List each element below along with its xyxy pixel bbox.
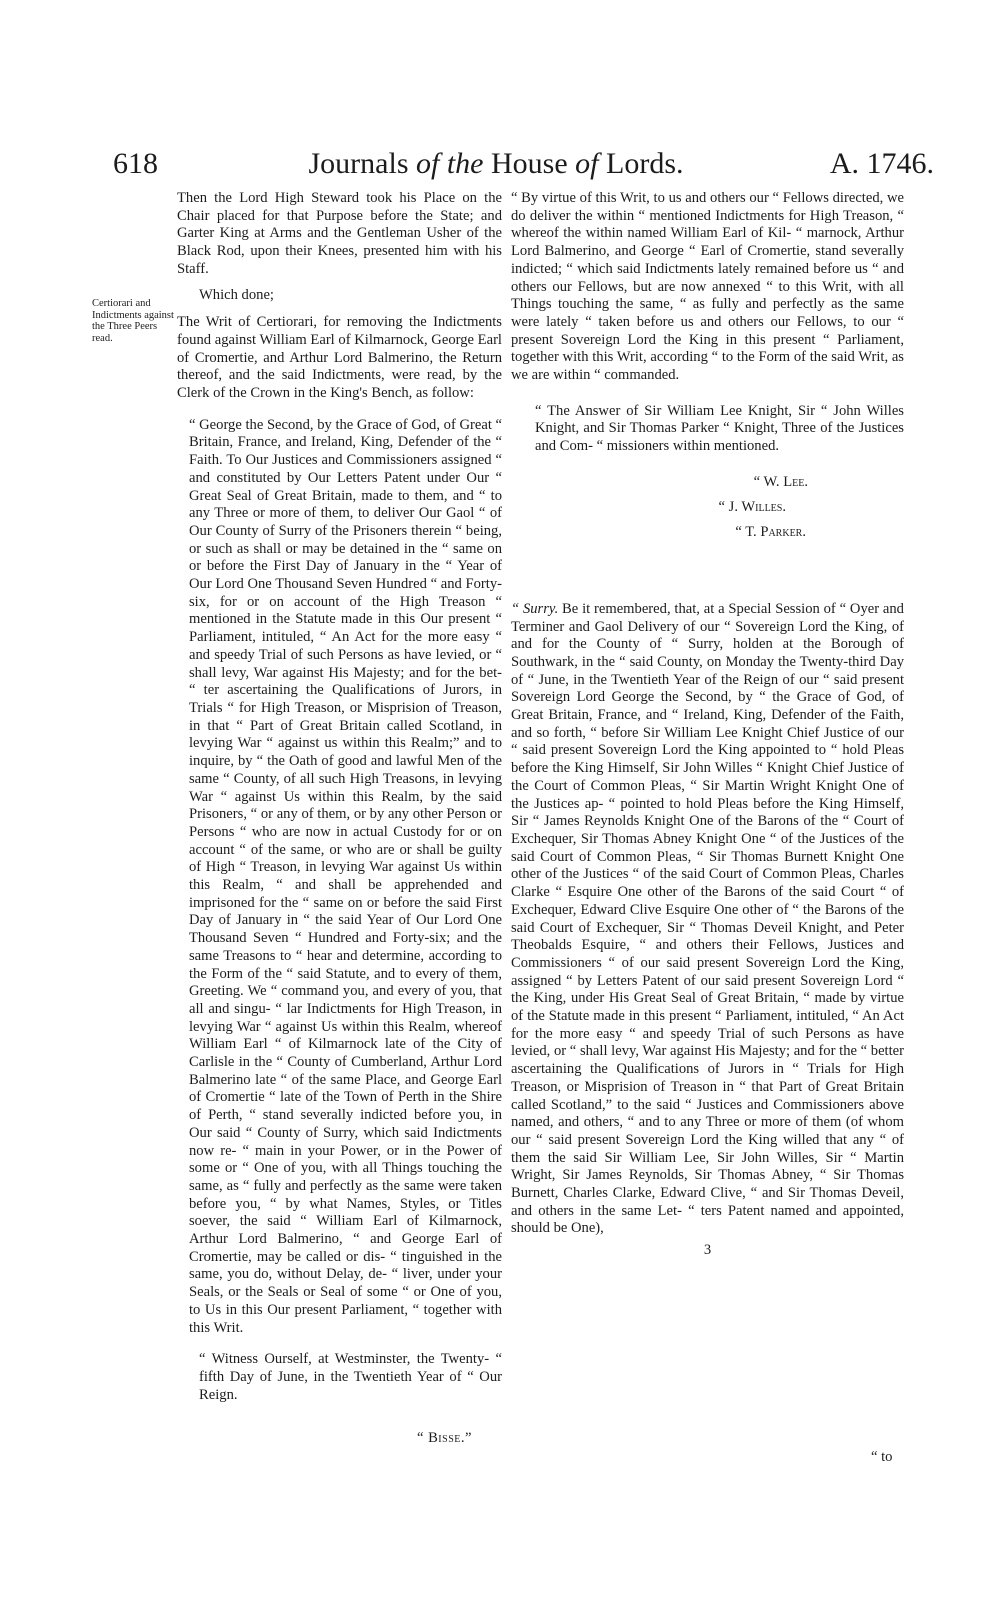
return-paragraph: “ By virtue of this Writ, to us and others our “ Fellows directed, we do deliver the within “ mentioned Indictments for High Treason, “ whereof the within named William Earl of Kil- “ marnock, Arthur Lord Balmerino, and George “ Earl of Cromertie, stand severally indicted; “ which said Indictments lately remained before us “ and others our Fellows, but are now annexed “ to this Writ, with all Things touching the same, “ as fully and perfectly as the same were lately “ taken before us and others our Fellows, to our “ present Sovereign Lord the King in this present “ Parliament, together with this Writ, according “ to the Form of the said Writ, as we are within “ commanded.	[511, 190, 904, 384]
signature-block	[511, 470, 904, 545]
record-text: Be it remembered, that, at a Special Session of “ Oyer and Terminer and Gaol Delivery of our “ Sovereign Lord the King, of and for the County of “ Surry, holden at the Borough of Southwark, in the “ said County, on Monday the Twenty-third Day of “ June, in the Twentieth Year of the Reign of our “ said present Sovereign Lord George the Second, by “ the Grace of God, of Great Britain, France, and “ Ireland, King, Defender of the Faith, and so forth, “ before Sir William Lee Knight Chief Justice of our “ said present Sovereign Lord the King appointed to “ hold Pleas before the King Himself, Sir John Willes “ Knight Chief Justice of the Court of Common Pleas, “ Sir Martin Wright Knight One of the Justices ap- “ pointed to hold Pleas before the King Himself, Sir “ James Reynolds Knight One of the Barons of the “ Court of Exchequer, Sir Thomas Abney Knight One “ of the Justices of the said Court of Common Pleas, “ Sir Thomas Burnett Knight One other of the Justices “ of the said Court of Common Pleas, Charles Clarke “ Esquire One other of the Barons of the said Court “ of Exchequer, Edward Clive Esquire One other of “ the Barons of the said Court of Exchequer, Sir “ Thomas Deveil Knight, and Peter Theobalds Esquire, “ and others their Fellows, Justices and Commissioners “ of our said present Sovereign Lord the King, assigned “ by Letters Patent of our said present Sovereign Lord “ the King, under His Great Seal of Great Britain, “ made by virtue of the Statute made in this present “ Parliament, intituled, “ An Act for the more easy “ and speedy Trial of such Persons as have levied, or “ shall levy, War against His Majesty; and for the “ better ascertaining the Qualifications of Jurors in “ Trials for High Treason, or Misprision of Treason in “ that Part of Great Britain called Scotland,” to the said “ Justices and Commissioners above named, and others, “ and to any Three or more of them (of whom our “ said present Sovereign Lord the King willed that any “ of them the said Sir William Lee, Sir John Willes, Sir “ Martin Wright, Sir James Reynolds, Sir Thomas Abney, “ Sir Thomas Burnett, Charles Clarke, Edward Clive, “ and Sir Thomas Deveil, and others in the same Let- “ ters Patent named and appointed, should be One),	[511, 600, 904, 1237]
running-head-of: of	[567, 147, 606, 180]
record-county: “ Surry.	[511, 600, 559, 617]
running-head-journals: Journals	[308, 147, 409, 180]
bisse-signature: “ Bisse.”	[416, 1430, 472, 1447]
signature-lee: “ W. Lee.	[753, 473, 808, 490]
year-heading: A. 1746.	[829, 147, 934, 180]
which-done: Which done;	[199, 286, 274, 303]
opening-paragraph: Then the Lord High Steward took his Place on the Chair placed for that Purpose before the State; and Garter King at Arms and the Gentleman Usher of the Black Rod, upon their Knees, presented him with his Staff.	[177, 190, 502, 277]
record-paragraph	[511, 601, 904, 1238]
answer-paragraph: “ The Answer of Sir William Lee Knight, Sir “ John Willes Knight, and Sir Thomas Parker “ Knight, Three of the Justices and Com- “ missioners within mentioned.	[535, 402, 904, 455]
running-head-of-the: of the	[408, 147, 491, 180]
running-head-house: House	[491, 147, 568, 180]
catchword: “ to	[871, 1449, 893, 1465]
writ-body: “ George the Second, by the Grace of God, of Great “ Britain, France, and Ireland, King, Defender of the “ Faith. To Our Justices and Commissioners assigned “ and constituted by Our Letters Patent under Our “ Great Seal of Great Britain, made to them, and “ to any Three or more of them, to deliver Our Gaol “ of Our County of Surry of the Prisoners therein “ being, or such as shall or may be detained in the “ same on or before the First Day of January in the “ Year of Our Lord One Thousand Seven Hundred “ and Forty-six, for or on account of the High Treason “ mentioned in the Statute made in this Our present “ Parliament, intituled, “ An Act for the more easy “ and speedy Trial of such Persons as have levied, or “ shall levy, War against His Majesty; and for the bet- “ ter ascertaining the Qualifications of Jurors, in Trials “ for High Treason, or Misprision of Treason, in that “ Part of Great Britain called Scotland, in levying War “ against us within this Realm;” and to inquire, by “ the Oath of good and lawful Men of the same “ County, of all such High Treasons, in levying War “ against Us within this Realm, by the said Prisoners, “ or any of them, or by any other Person or Persons “ who are now in actual Custody for or on account “ of the same, or who are or shall be guilty of High “ Treason, in levying War against Us within this Realm, “ and shall be apprehended and imprisoned for the “ same on or before the said First Day of January in “ the said Year of Our Lord One Thousand Seven “ Hundred and Forty-six; and the same Treasons to “ hear and determine, according to the Form of the “ said Statute, and to every of them, Greeting. We “ command you, and every of you, that all and singu- “ lar Indictments for High Treason, in levying War “ against Us within this Realm, whereof William Earl “ of Kilmarnock late of the City of Carlisle in the “ County of Cumberland, Arthur Lord Balmerino late “ of the same Place, and George Earl of Cromertie “ late of the Town of Perth in the Shire of Perth, “ stand severally indicted before you, in Our said “ County of Surry, which said Indictments now re- “ main in your Power, or in the Power of some or “ One of you, with all Things touching the same, as “ fully and perfectly as the same were taken before you, “ by what Names, Styles, or Titles soever, the said “ William Earl of Kilmarnock, Arthur Lord Balmerino, “ and George Earl of Cromertie, may be called or dis- “ tinguished in the same, you do, without Delay, de- “ liver, under your Seals, or the Seals or Seal of some “ or One of you, to Us in this Our present Parliament, “ together with this Writ.	[189, 416, 502, 1336]
page-number: 618	[113, 147, 158, 180]
running-head-lords: Lords.	[606, 147, 684, 180]
witness-clause: “ Witness Ourself, at Westminster, the Twenty- “ fifth Day of June, in the Twentieth Year of “ Our Reign.	[199, 1351, 502, 1403]
signature-willes: “ J. Willes.	[718, 498, 786, 515]
left-column	[177, 190, 502, 1448]
signature-parker: “ T. Parker.	[735, 523, 806, 540]
margin-note: Certiorari and Indictments against the Three Peers read.	[92, 298, 174, 344]
writ-intro-paragraph: The Writ of Certiorari, for removing the Indictments found against William Earl of Kilmarnock, George Earl of Cromertie, and Arthur Lord Balmerino, the Return thereof, and the said Indictments, were read, by the Clerk of the Crown in the King's Bench, as follow:	[177, 314, 502, 402]
signature-mark: 3	[703, 1242, 712, 1259]
right-column	[511, 190, 904, 1260]
